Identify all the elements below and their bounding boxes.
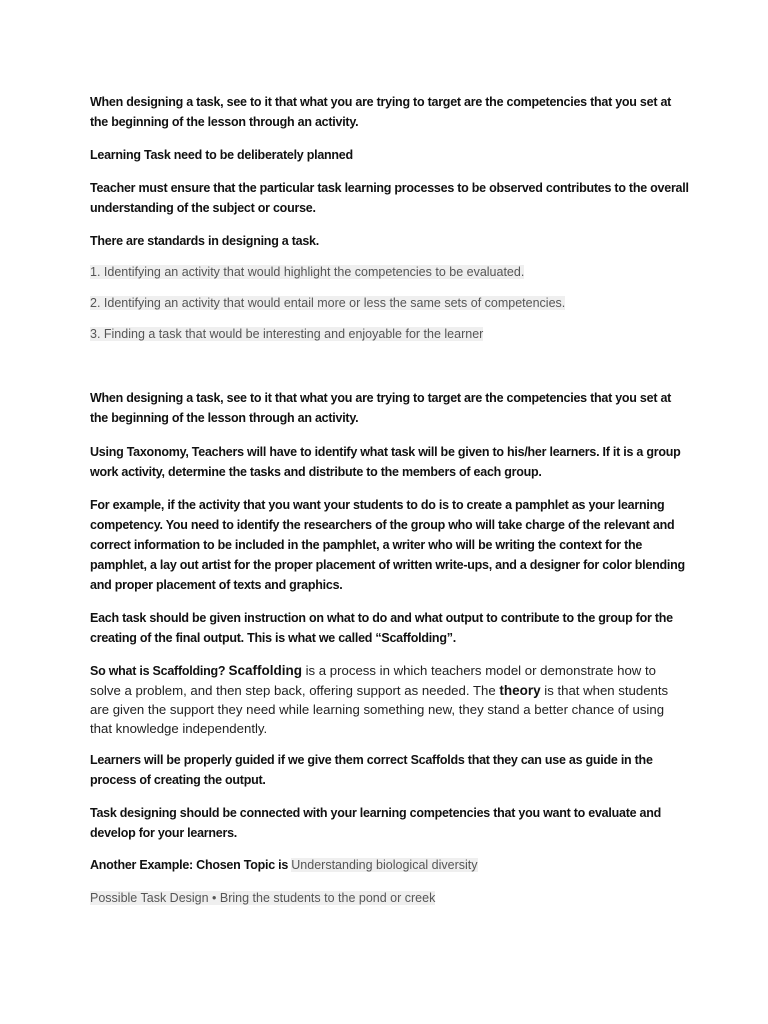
scaffolding-term: Scaffolding xyxy=(228,663,302,678)
paragraph-task-designing: Task designing should be connected with your learning competencies that you want to evaluate and develop for your learners. xyxy=(90,806,662,840)
scaffolding-tail: is that when students are given the support they need while learning something new, they stand a better chance of using that knowledge independently. xyxy=(90,683,669,736)
paragraph-another-example xyxy=(90,855,690,875)
scaffolding-lead: So what is Scaffolding? xyxy=(90,664,229,678)
paragraph-teacher-ensure: Teacher must ensure that the particular task learning processes to be observed contributes to the overall understanding of the subject or course. xyxy=(90,181,689,215)
list-item-1-text: 1. Identifying an activity that would highlight the competencies to be evaluated. xyxy=(90,265,525,279)
list-item-3 xyxy=(90,325,690,343)
paragraph-deliberately-planned: Learning Task need to be deliberately planned xyxy=(90,148,353,162)
paragraph-task-design-repeat: When designing a task, see to it that what you are trying to target are the competencies that you set at the beginning of the lesson through an activity. xyxy=(90,391,672,425)
list-item-2-text: 2. Identifying an activity that would entail more or less the same sets of competencies. xyxy=(90,296,566,310)
paragraph-learners-guided: Learners will be properly guided if we give them correct Scaffolds that they can use as guide in the process of creating the output. xyxy=(90,753,653,787)
paragraph-taxonomy: Using Taxonomy, Teachers will have to identify what task will be given to his/her learners. If it is a group work activity, determine the tasks and distribute to the members of each group. xyxy=(90,445,681,479)
list-item-2 xyxy=(90,294,690,312)
paragraph-possible-task-design xyxy=(90,889,690,907)
list-item-1 xyxy=(90,263,690,281)
another-example-lead: Another Example: Chosen Topic is xyxy=(90,858,292,872)
scaffolding-theory-term: theory xyxy=(499,683,541,698)
paragraph-task-design-intro: When designing a task, see to it that what you are trying to target are the competencies that you set at the beginning of the lesson through an activity. xyxy=(90,95,672,129)
paragraph-scaffolding-definition xyxy=(90,661,685,738)
list-item-3-text: 3. Finding a task that would be interesting and enjoyable for the learner xyxy=(90,327,484,341)
scaffolding-mid: is a process in which teachers model or demonstrate how to solve a problem, and then step back, offering support as needed. The xyxy=(90,663,656,698)
paragraph-standards: There are standards in designing a task. xyxy=(90,234,319,248)
paragraph-example-pamphlet: For example, if the activity that you want your students to do is to create a pamphlet as your learning competency. You need to identify the researchers of the group who will take charge of the relevant and correct information to be included in the pamphlet, a writer who will be writing the context for the pamphlet, a lay out artist for the proper placement of written write-ups, and a designer for color blending and proper placement of texts and graphics. xyxy=(90,498,685,592)
paragraph-instruction: Each task should be given instruction on what to do and what output to contribute to the group for the creating of the final output. This is what we called “Scaffolding”. xyxy=(90,611,673,645)
possible-task-design-text: Possible Task Design • Bring the students to the pond or creek xyxy=(90,891,436,905)
chosen-topic: Understanding biological diversity xyxy=(291,858,478,872)
